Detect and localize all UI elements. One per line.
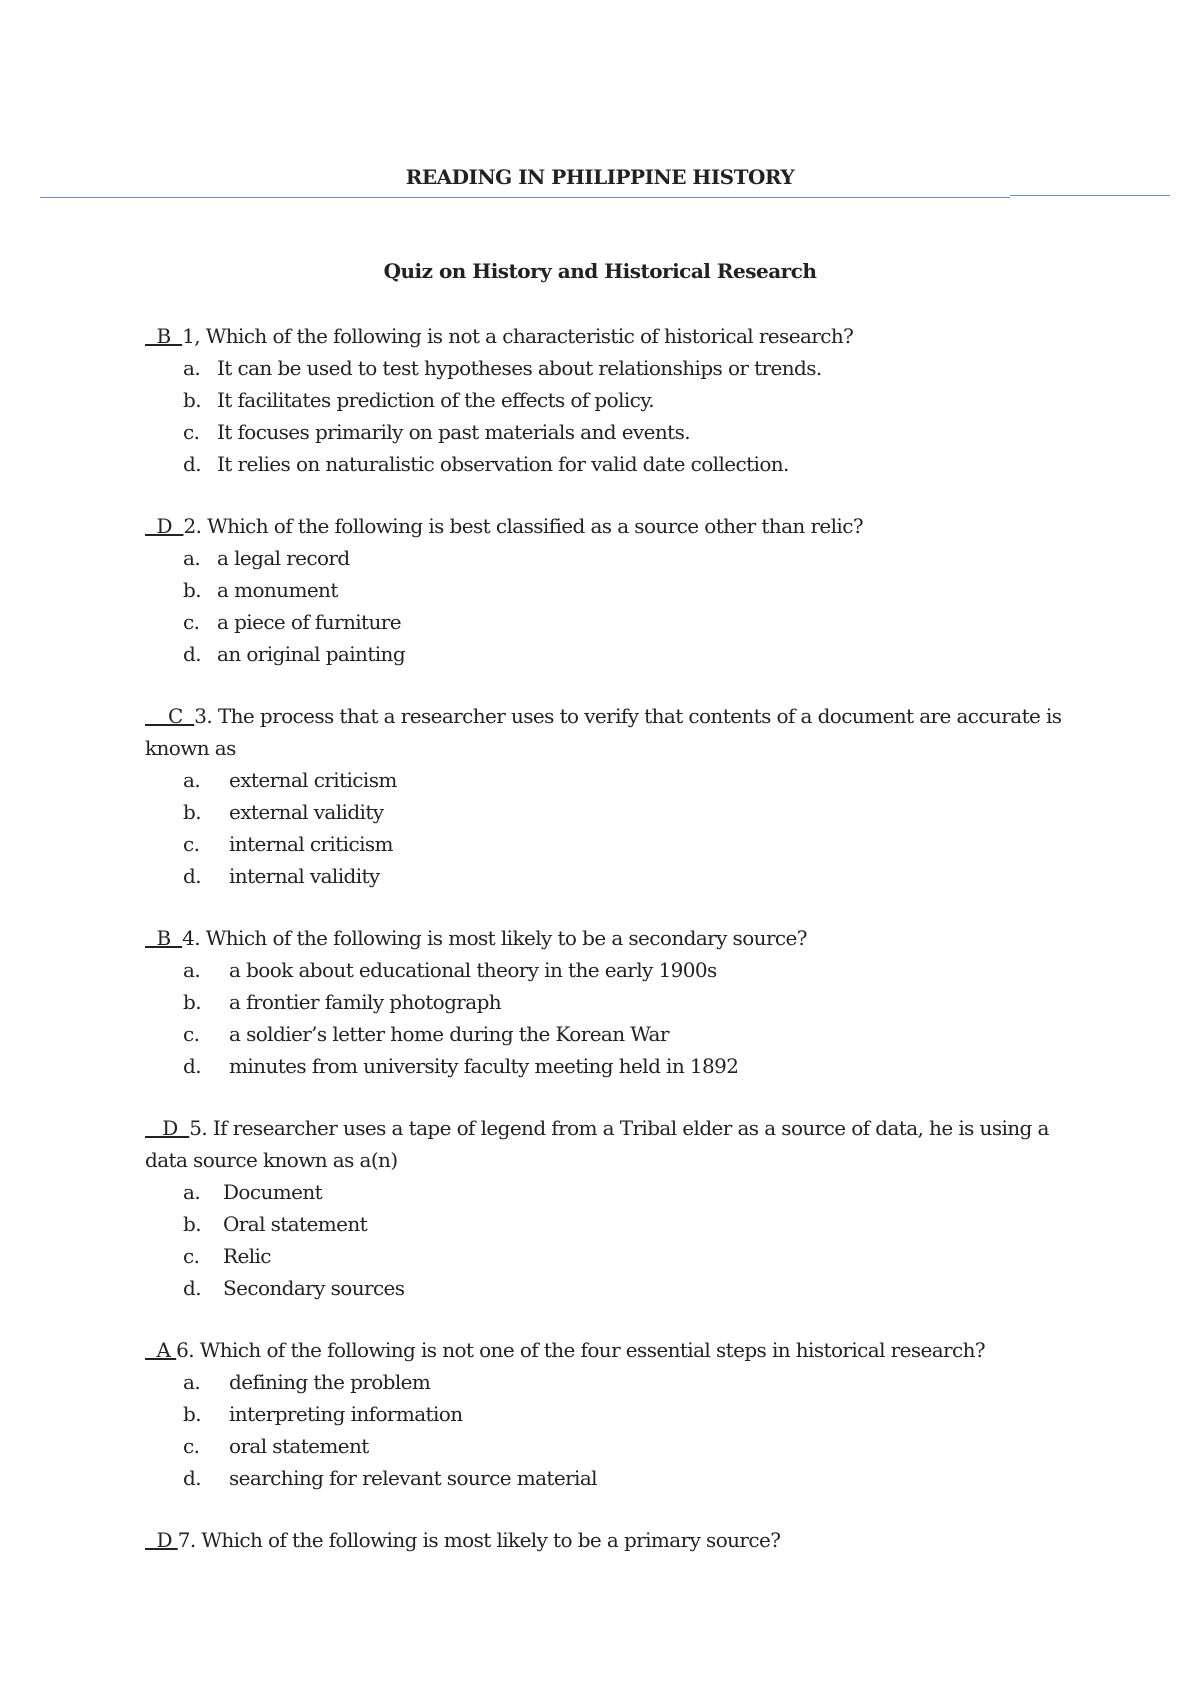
- answer-blank: C: [145, 704, 195, 728]
- option-text: searching for relevant source material: [229, 1466, 597, 1490]
- question-6: [145, 1334, 1065, 1494]
- question-3: [145, 700, 1065, 892]
- option-letter: c.: [183, 1022, 200, 1046]
- option-letter: a.: [183, 546, 201, 570]
- option-text: an original painting: [217, 642, 406, 666]
- option-item: [145, 416, 1065, 448]
- options-list: [145, 1366, 1065, 1494]
- option-item: [145, 1398, 1065, 1430]
- option-letter: a.: [183, 356, 201, 380]
- option-letter: c.: [183, 832, 200, 856]
- quiz-subtitle: Quiz on History and Historical Research: [383, 259, 817, 283]
- question-2: [145, 510, 1065, 670]
- options-list: [145, 542, 1065, 670]
- option-letter: d.: [183, 642, 201, 666]
- header-rule-middle: [460, 197, 1010, 198]
- question-line: [145, 1524, 1065, 1556]
- option-item: [145, 1366, 1065, 1398]
- option-letter: a.: [183, 768, 201, 792]
- option-text: It can be used to test hypotheses about relationships or trends.: [217, 356, 822, 380]
- answer-blank: B: [145, 324, 183, 348]
- header-rule-right: [1010, 195, 1170, 196]
- option-item: [145, 1430, 1065, 1462]
- document-title: READING IN PHILIPPINE HISTORY: [405, 165, 795, 189]
- option-item: [145, 1462, 1065, 1494]
- option-text: minutes from university faculty meeting held in 1892: [229, 1054, 739, 1078]
- option-item: [145, 638, 1065, 670]
- question-line: [145, 510, 1065, 542]
- options-list: [145, 954, 1065, 1082]
- option-letter: d.: [183, 452, 201, 476]
- question-text: 6. Which of the following is not one of the four essential steps in historical research?: [176, 1338, 986, 1362]
- question-text: 3. The process that a researcher uses to verify that contents of a document are accurate is known as: [145, 704, 1062, 760]
- option-letter: d.: [183, 1466, 201, 1490]
- options-list: [145, 1176, 1065, 1304]
- question-text: 7. Which of the following is most likely to be a primary source?: [177, 1528, 781, 1552]
- page-header: [0, 0, 1200, 210]
- option-letter: d.: [183, 864, 201, 888]
- options-list: [145, 764, 1065, 892]
- option-letter: a.: [183, 1180, 201, 1204]
- option-text: interpreting information: [229, 1402, 463, 1426]
- answer-blank: B: [145, 926, 183, 950]
- option-text: a monument: [217, 578, 338, 602]
- option-item: [145, 828, 1065, 860]
- question-line: [145, 700, 1065, 764]
- answer-blank: D: [145, 514, 184, 538]
- question-text: 1, Which of the following is not a characteristic of historical research?: [182, 324, 854, 348]
- option-text: a piece of furniture: [217, 610, 401, 634]
- option-item: [145, 384, 1065, 416]
- option-item: [145, 1208, 1065, 1240]
- option-letter: d.: [183, 1276, 201, 1300]
- option-item: [145, 796, 1065, 828]
- option-letter: b.: [183, 1402, 201, 1426]
- option-text: internal validity: [229, 864, 380, 888]
- question-text: 4. Which of the following is most likely to be a secondary source?: [182, 926, 807, 950]
- header-rule-left: [40, 197, 460, 198]
- option-text: a legal record: [217, 546, 350, 570]
- option-text: It relies on naturalistic observation for valid date collection.: [217, 452, 789, 476]
- option-item: [145, 352, 1065, 384]
- option-letter: a.: [183, 958, 201, 982]
- option-letter: b.: [183, 800, 201, 824]
- answer-blank: A: [145, 1338, 177, 1362]
- option-letter: c.: [183, 420, 200, 444]
- option-item: [145, 574, 1065, 606]
- option-letter: b.: [183, 1212, 201, 1236]
- question-line: [145, 1112, 1065, 1176]
- option-item: [145, 954, 1065, 986]
- option-item: [145, 1176, 1065, 1208]
- option-text: a soldier’s letter home during the Korean War: [229, 1022, 669, 1046]
- option-text: Document: [223, 1180, 323, 1204]
- question-1: [145, 320, 1065, 480]
- option-letter: b.: [183, 388, 201, 412]
- option-text: Oral statement: [223, 1212, 368, 1236]
- option-item: [145, 448, 1065, 480]
- question-5: [145, 1112, 1065, 1304]
- option-letter: c.: [183, 1434, 200, 1458]
- option-item: [145, 1272, 1065, 1304]
- option-letter: a.: [183, 1370, 201, 1394]
- option-letter: d.: [183, 1054, 201, 1078]
- option-text: defining the problem: [229, 1370, 431, 1394]
- option-item: [145, 860, 1065, 892]
- option-item: [145, 1050, 1065, 1082]
- option-letter: c.: [183, 610, 200, 634]
- option-item: [145, 764, 1065, 796]
- option-item: [145, 986, 1065, 1018]
- option-item: [145, 1018, 1065, 1050]
- option-text: It facilitates prediction of the effects of policy.: [217, 388, 655, 412]
- option-item: [145, 542, 1065, 574]
- options-list: [145, 352, 1065, 480]
- question-7: [145, 1524, 1065, 1556]
- option-text: Relic: [223, 1244, 271, 1268]
- option-text: a book about educational theory in the early 1900s: [229, 958, 717, 982]
- option-text: a frontier family photograph: [229, 990, 502, 1014]
- question-text: 2. Which of the following is best classified as a source other than relic?: [183, 514, 863, 538]
- option-letter: b.: [183, 578, 201, 602]
- option-letter: b.: [183, 990, 201, 1014]
- option-item: [145, 1240, 1065, 1272]
- question-4: [145, 922, 1065, 1082]
- option-text: It focuses primarily on past materials and events.: [217, 420, 690, 444]
- question-text: 5. If researcher uses a tape of legend from a Tribal elder as a source of data, he is using a data source known as a(n): [145, 1116, 1049, 1172]
- option-text: internal criticism: [229, 832, 393, 856]
- option-text: oral statement: [229, 1434, 369, 1458]
- question-line: [145, 922, 1065, 954]
- question-line: [145, 320, 1065, 352]
- option-text: external criticism: [229, 768, 397, 792]
- answer-blank: D: [145, 1528, 178, 1552]
- option-item: [145, 606, 1065, 638]
- option-text: Secondary sources: [223, 1276, 405, 1300]
- answer-blank: D: [145, 1116, 190, 1140]
- question-line: [145, 1334, 1065, 1366]
- option-letter: c.: [183, 1244, 200, 1268]
- option-text: external validity: [229, 800, 384, 824]
- quiz-body: [145, 320, 1065, 1586]
